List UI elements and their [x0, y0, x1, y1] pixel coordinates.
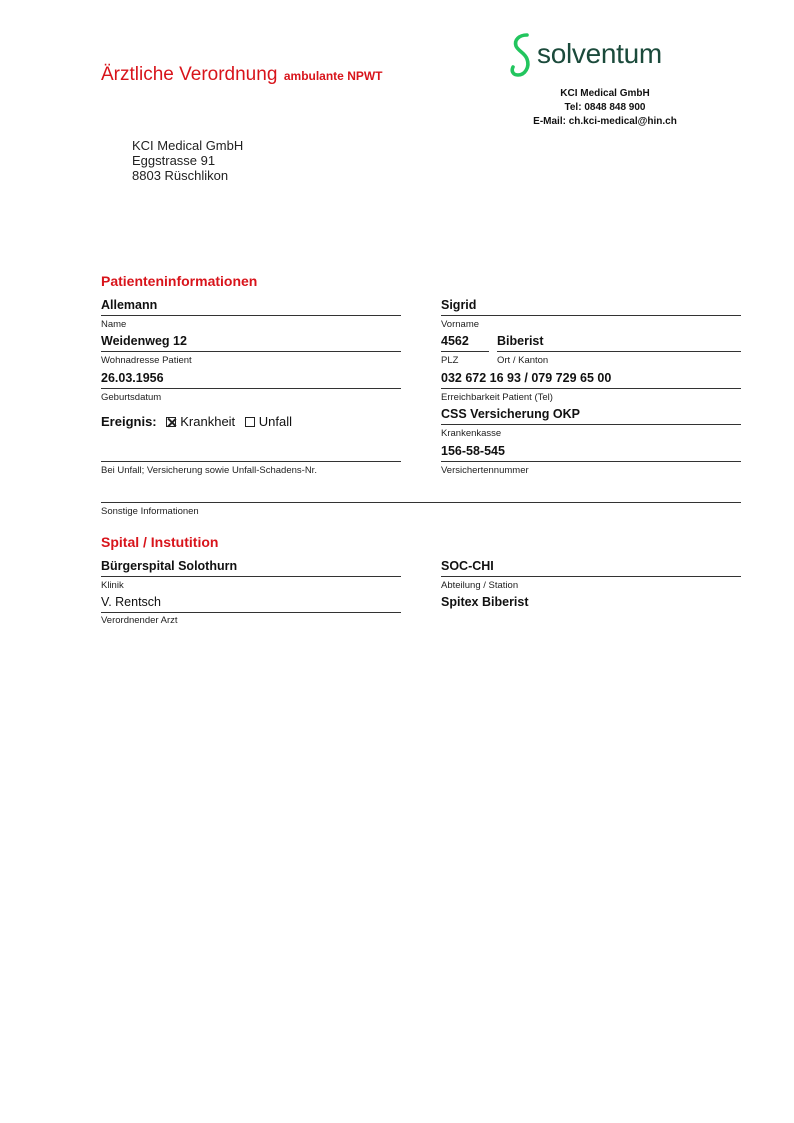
clinic-value[interactable]: Bürgerspital Solothurn [101, 559, 238, 573]
recipient-address-line3: 8803 Rüschlikon [132, 168, 229, 183]
patient-name-label: Name [101, 319, 127, 330]
illness-checkbox[interactable] [166, 417, 176, 427]
patient-plz-value[interactable]: 4562 [441, 334, 469, 348]
patient-birthdate-value[interactable]: 26.03.1956 [101, 371, 164, 385]
divider [101, 388, 401, 389]
divider [441, 576, 741, 577]
clinic-label: Klinik [101, 580, 124, 591]
section-title-patient: Patienteninformationen [101, 273, 258, 289]
insured-number-label: Versichertennummer [441, 465, 529, 476]
station-value[interactable]: Spitex Biberist [441, 595, 529, 609]
patient-city-value[interactable]: Biberist [497, 334, 544, 348]
department-label: Abteilung / Station [441, 580, 519, 591]
patient-city-label: Ort / Kanton [497, 355, 549, 366]
divider [497, 351, 741, 352]
patient-birthdate-label: Geburtsdatum [101, 392, 162, 403]
logo-wordmark: solventum [537, 38, 662, 69]
patient-insurer-label: Krankenkasse [441, 428, 502, 439]
divider [101, 612, 401, 613]
divider [101, 315, 401, 316]
divider [101, 351, 401, 352]
patient-phone-label: Erreichbarkeit Patient (Tel) [441, 392, 553, 403]
document-title [101, 64, 383, 86]
title-main: Ärztliche Verordnung [101, 64, 278, 85]
divider [441, 315, 741, 316]
recipient-address-line2: Eggstrasse 91 [132, 153, 216, 168]
divider [101, 502, 741, 503]
patient-firstname-label: Vorname [441, 319, 480, 330]
divider [101, 461, 401, 462]
contact-phone: Tel: 0848 848 900 [564, 102, 646, 113]
event-label: Ereignis: [101, 414, 157, 429]
divider [101, 576, 401, 577]
divider [441, 388, 741, 389]
patient-phone-value[interactable]: 032 672 16 93 / 079 729 65 00 [441, 371, 612, 385]
other-info-label: Sonstige Informationen [101, 506, 199, 517]
contact-company: KCI Medical GmbH [560, 88, 650, 99]
event-selector [101, 414, 292, 429]
accident-insurance-label: Bei Unfall; Versicherung sowie Unfall-Schadens-Nr. [101, 465, 317, 476]
title-subtitle: ambulante NPWT [283, 69, 383, 83]
illness-label: Krankheit [180, 414, 236, 429]
patient-plz-label: PLZ [441, 355, 459, 366]
divider [441, 461, 741, 462]
contact-email: E-Mail: ch.kci-medical@hin.ch [533, 116, 677, 127]
doctor-label: Verordnender Arzt [101, 615, 178, 626]
insured-number-value[interactable]: 156-58-545 [441, 444, 505, 458]
event-option-accident[interactable] [245, 414, 292, 429]
divider [441, 424, 741, 425]
doctor-value[interactable]: V. Rentsch [101, 595, 161, 609]
patient-street-value[interactable]: Weidenweg 12 [101, 334, 187, 348]
logo-mark-icon [509, 32, 535, 78]
patient-firstname-value[interactable]: Sigrid [441, 298, 477, 312]
solventum-logo [509, 32, 689, 82]
divider [441, 351, 489, 352]
accident-checkbox[interactable] [245, 417, 255, 427]
event-option-illness[interactable] [166, 414, 239, 429]
department-value[interactable]: SOC-CHI [441, 559, 494, 573]
patient-name-value[interactable]: Allemann [101, 298, 158, 312]
section-title-hospital: Spital / Instutition [101, 534, 219, 550]
accident-label: Unfall [258, 414, 293, 429]
patient-insurer-value[interactable]: CSS Versicherung OKP [441, 407, 580, 421]
recipient-address-line1: KCI Medical GmbH [132, 138, 244, 153]
patient-street-label: Wohnadresse Patient [101, 355, 192, 366]
